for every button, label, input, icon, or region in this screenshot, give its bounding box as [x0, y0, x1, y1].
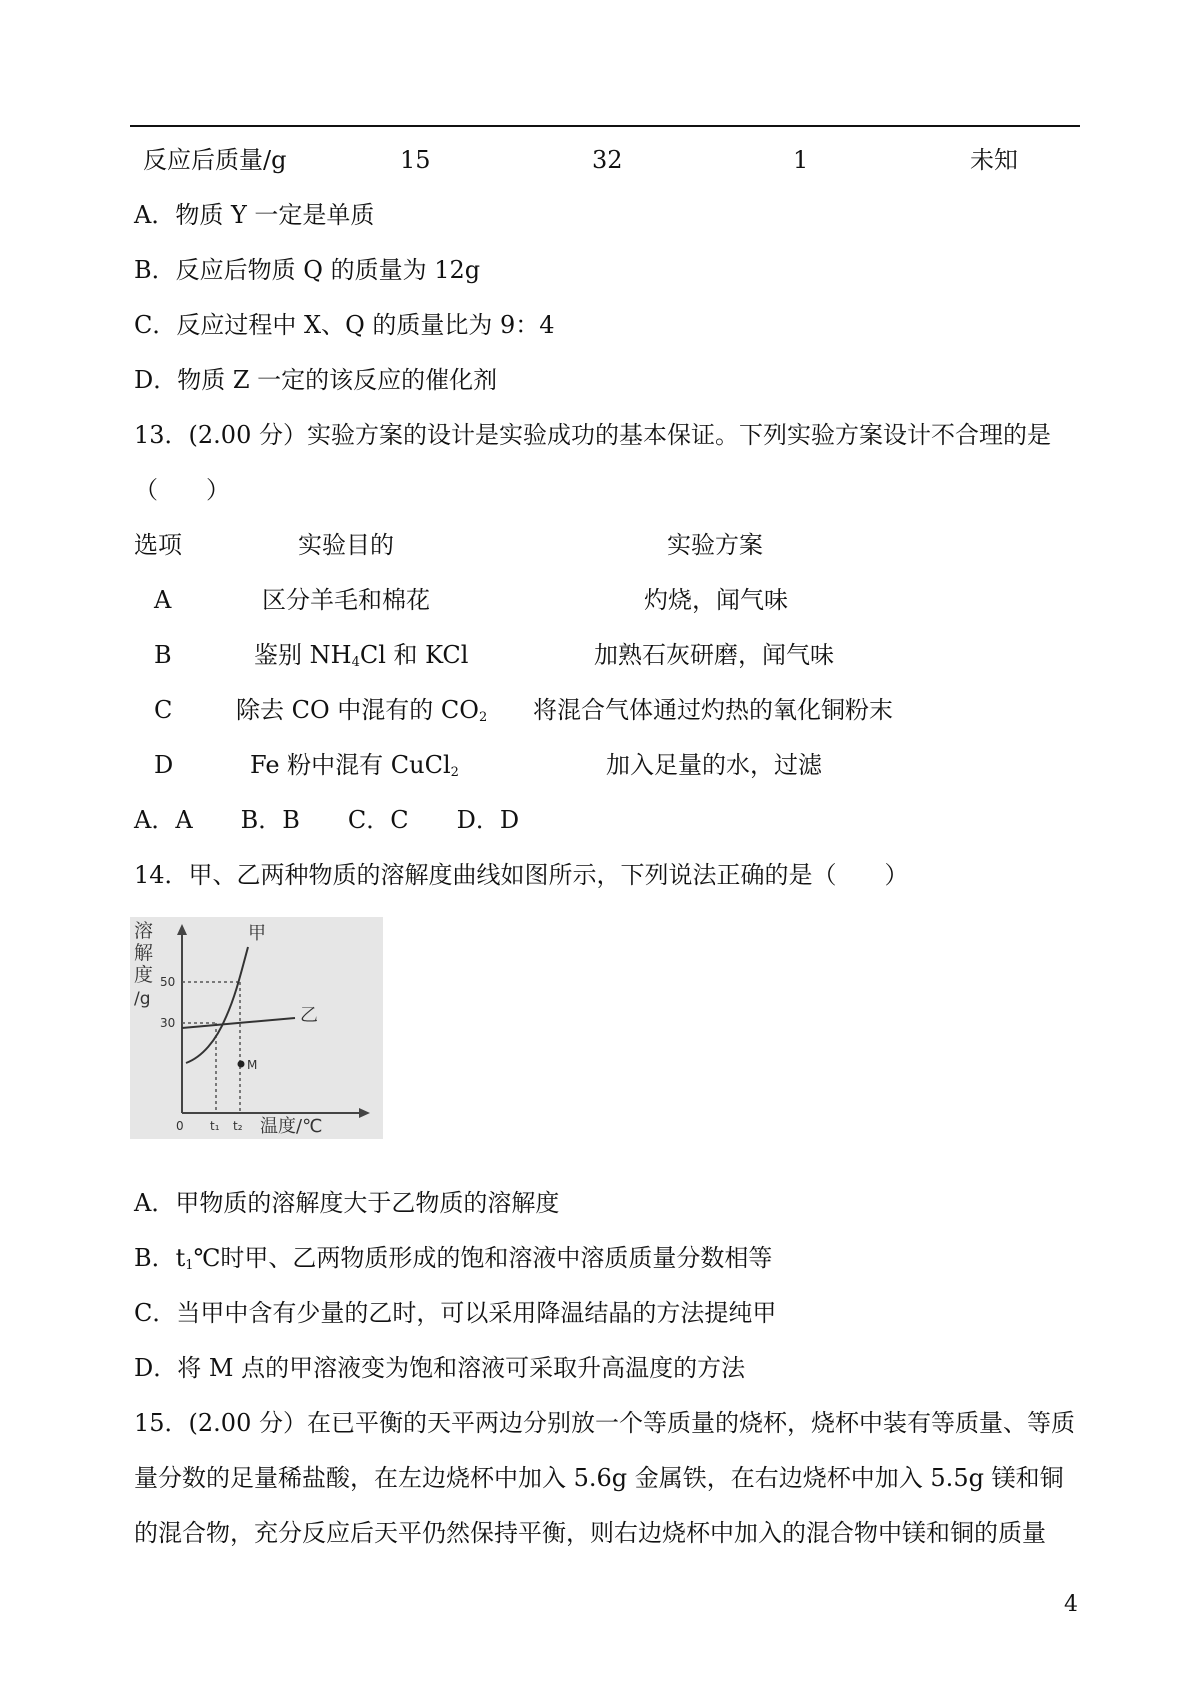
point-m [238, 1061, 245, 1068]
q13-row-c-purpose: 除去 CO 中混有的 $CO_2$ [236, 696, 488, 725]
q13-row-b-purpose: 鉴别 $NH_4Cl$ 和 KCl [254, 641, 469, 670]
curve-jia-label: 甲 [248, 923, 266, 944]
x-axis-arrow [359, 1108, 370, 1118]
table-cell-z: 1 [793, 146, 809, 174]
page-number: 4 [1064, 1592, 1078, 1617]
table-row-label: 反应后质量/g [143, 146, 287, 174]
top-rule [130, 125, 1080, 127]
q15-line-1: 15．(2.00 分）在已平衡的天平两边分别放一个等质量的烧杯，烧杯中装有等质量、等质 [134, 1409, 1075, 1437]
q13-row-b-option: B [154, 641, 172, 669]
y-axis-arrow [177, 924, 187, 935]
solubility-curve-svg [130, 917, 383, 1139]
solubility-curve-figure [130, 917, 383, 1139]
q14-stem: 14．甲、乙两种物质的溶解度曲线如图所示，下列说法正确的是（ ） [134, 861, 909, 889]
q13-header-plan: 实验方案 [667, 531, 763, 559]
curve-yi-label: 乙 [300, 1005, 318, 1026]
q13-header-purpose: 实验目的 [298, 531, 394, 559]
q14-option-a: A．甲物质的溶解度大于乙物质的溶解度 [134, 1189, 560, 1217]
q14-option-c: C．当甲中含有少量的乙时，可以采用降温结晶的方法提纯甲 [134, 1299, 777, 1327]
q12-option-b: B．反应后物质 Q 的质量为 12g [134, 256, 481, 284]
curve-yi [182, 1018, 295, 1028]
q12-option-a: A．物质 Y 一定是单质 [134, 201, 375, 229]
q12-option-d: D．物质 Z 一定的该反应的催化剂 [134, 366, 498, 394]
table-cell-y: 32 [592, 146, 623, 174]
q13-row-c-plan: 将混合气体通过灼热的氧化铜粉末 [533, 696, 893, 724]
y-label-char-2: 解 [134, 942, 154, 964]
x-tick-0: 0 [176, 1119, 184, 1133]
q13-stem: 13．(2.00 分）实验方案的设计是实验成功的基本保证。下列实验方案设计不合理的是 [134, 421, 1051, 449]
table-cell-x: 15 [400, 146, 431, 174]
curve-jia [186, 947, 248, 1063]
table-cell-q: 未知 [970, 146, 1018, 174]
q13-row-b-plan: 加熟石灰研磨，闻气味 [594, 641, 834, 669]
y-label-char-1: 溶 [134, 920, 154, 942]
q13-row-d-plan: 加入足量的水，过滤 [606, 751, 822, 779]
q13-row-a-purpose: 区分羊毛和棉花 [262, 586, 430, 614]
x-tick-t1: t₁ [210, 1119, 220, 1133]
q13-answer-choices: A．A B．B C．C D．D [134, 806, 520, 834]
y-tick-50: 50 [160, 975, 176, 989]
q14-option-d: D．将 M 点的甲溶液变为饱和溶液可采取升高温度的方法 [134, 1354, 746, 1382]
point-m-label: M [247, 1058, 258, 1072]
q13-header-option: 选项 [134, 531, 182, 559]
x-axis-label: 温度/℃ [260, 1116, 323, 1137]
q15-line-3: 的混合物，充分反应后天平仍然保持平衡，则右边烧杯中加入的混合物中镁和铜的质量 [134, 1519, 1046, 1547]
q13-row-c-option: C [154, 696, 173, 724]
y-label-char-3: 度 [134, 964, 154, 986]
q13-row-a-plan: 灼烧，闻气味 [644, 586, 788, 614]
q15-line-2: 量分数的足量稀盐酸，在左边烧杯中加入 5.6g 金属铁，在右边烧杯中加入 5.5g 镁和铜 [134, 1464, 1064, 1492]
y-label-char-4: /g [134, 989, 151, 1009]
q13-row-a-option: A [154, 586, 172, 614]
q12-option-c: C．反应过程中 X、Q 的质量比为 9：4 [134, 311, 555, 339]
q13-row-d-option: D [154, 751, 174, 779]
q13-row-d-purpose: Fe 粉中混有 CuCl$_2$ [250, 751, 459, 780]
q13-stem-bracket: （ ） [134, 476, 230, 504]
x-tick-t2: t₂ [233, 1119, 243, 1133]
y-tick-30: 30 [160, 1016, 176, 1030]
q14-option-b: B．$t_1℃$时甲、乙两物质形成的饱和溶液中溶质质量分数相等 [134, 1244, 773, 1273]
